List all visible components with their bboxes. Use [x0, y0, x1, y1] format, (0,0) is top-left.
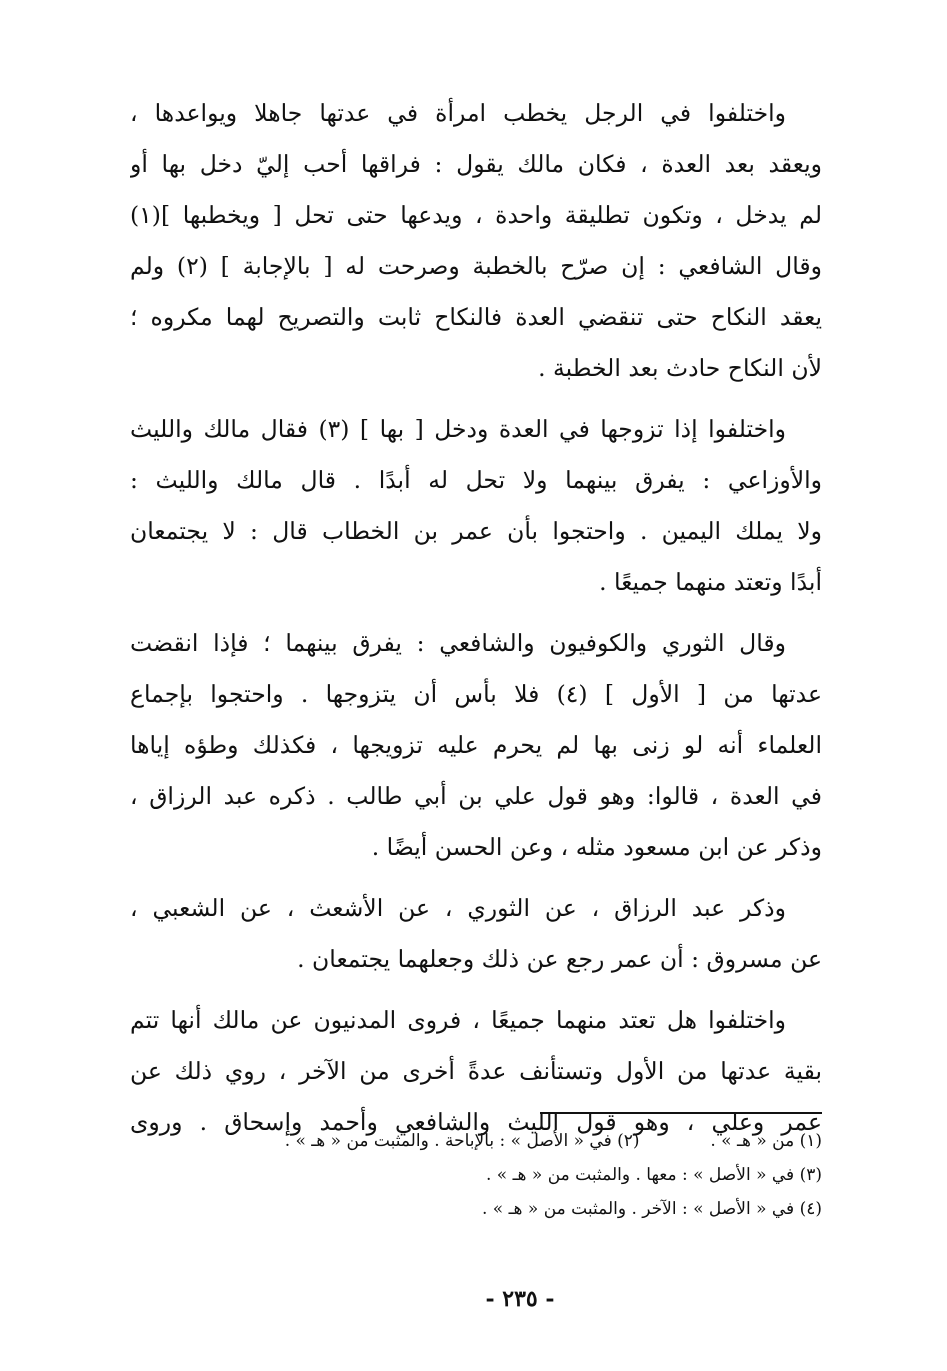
- text-line: وقال الشافعي : إن صرّح بالخطبة وصرحت له [ بالإجابة ] (٢) ولم: [130, 252, 822, 280]
- text-line: في العدة ، قالوا: وهو قول علي بن أبي طالب . ذكره عبد الرزاق ،: [130, 782, 822, 810]
- text-line: ويعقد بعد العدة ، فكان مالك يقول : فراقها أحب إليّ دخل بها أو: [130, 150, 822, 178]
- text-line: عدتها من [ الأول ] (٤) فلا بأس أن يتزوجها . واحتجوا بإجماع: [130, 680, 822, 708]
- page-number: - ٢٣٥ -: [485, 1286, 555, 1312]
- paragraph-1: [130, 88, 822, 394]
- page-body: [130, 88, 822, 1158]
- text-line: عن مسروق : أن عمر رجع عن ذلك وجعلهما يجتمعان .: [297, 945, 822, 973]
- footnote-1: (١) من « هـ » .: [710, 1131, 822, 1151]
- text-line: لأن النكاح حادث بعد الخطبة .: [538, 354, 822, 382]
- text-line: يعقد النكاح حتى تنقضي العدة فالنكاح ثابت والتصريح لهما مكروه ؛: [130, 303, 822, 331]
- text-line: بقية عدتها من الأول وتستأنف عدةً أخرى من الآخر ، روي ذلك عن: [130, 1057, 822, 1085]
- paragraph-3: [130, 618, 822, 873]
- footnotes: [130, 1124, 822, 1226]
- text-line: والأوزاعي : يفرق بينهما ولا تحل له أبدًا . قال مالك والليث :: [130, 466, 822, 494]
- text-line: واختلفوا في الرجل يخطب امرأة في عدتها جاهلا ويواعدها ،: [130, 99, 786, 127]
- text-line: لم يدخل ، وتكون تطليقة واحدة ، ويدعها حتى تحل [ ويخطبها ](١): [130, 201, 822, 229]
- text-line: العلماء أنه لو زنى بها لم يحرم عليه تزويجها ، فكذلك وطؤه إياها: [130, 731, 822, 759]
- text-line: عمر وعلي ، وهو قول الليث والشافعي وأحمد وإسحاق . وروى: [130, 1108, 822, 1136]
- paragraph-2: [130, 404, 822, 608]
- text-line: ولا يملك اليمين . واحتجوا بأن عمر بن الخطاب قال : لا يجتمعان: [130, 517, 822, 545]
- text-line: وذكر عن ابن مسعود مثله ، وعن الحسن أيضًا .: [371, 833, 822, 861]
- footnote-4: (٤) في « الأصل » : الآخر . والمثبت من « هـ » .: [481, 1199, 822, 1219]
- text-line: واختلفوا إذا تزوجها في العدة ودخل [ بها ] (٣) فقال مالك والليث: [130, 415, 786, 443]
- text-line: وذكر عبد الرزاق ، عن الثوري ، عن الأشعث ، عن الشعبي ،: [130, 894, 786, 922]
- footnote-3: (٣) في « الأصل » : معها . والمثبت من « هـ » .: [485, 1165, 822, 1185]
- text-line: واختلفوا هل تعتد منهما جميعًا ، فروى المدنيون عن مالك أنها تتم: [130, 1006, 786, 1034]
- footnote-row: [130, 1124, 822, 1158]
- paragraph-4: [130, 883, 822, 985]
- text-line: وقال الثوري والكوفيون والشافعي : يفرق بينهما ؛ فإذا انقضت: [130, 629, 786, 657]
- footnote-separator: [540, 1112, 822, 1114]
- footnote-2: (٢) في « الأصل » : بالإباحة . والمثبت من « هـ » .: [284, 1131, 640, 1151]
- text-line: أبدًا وتعتد منهما جميعًا .: [599, 568, 822, 596]
